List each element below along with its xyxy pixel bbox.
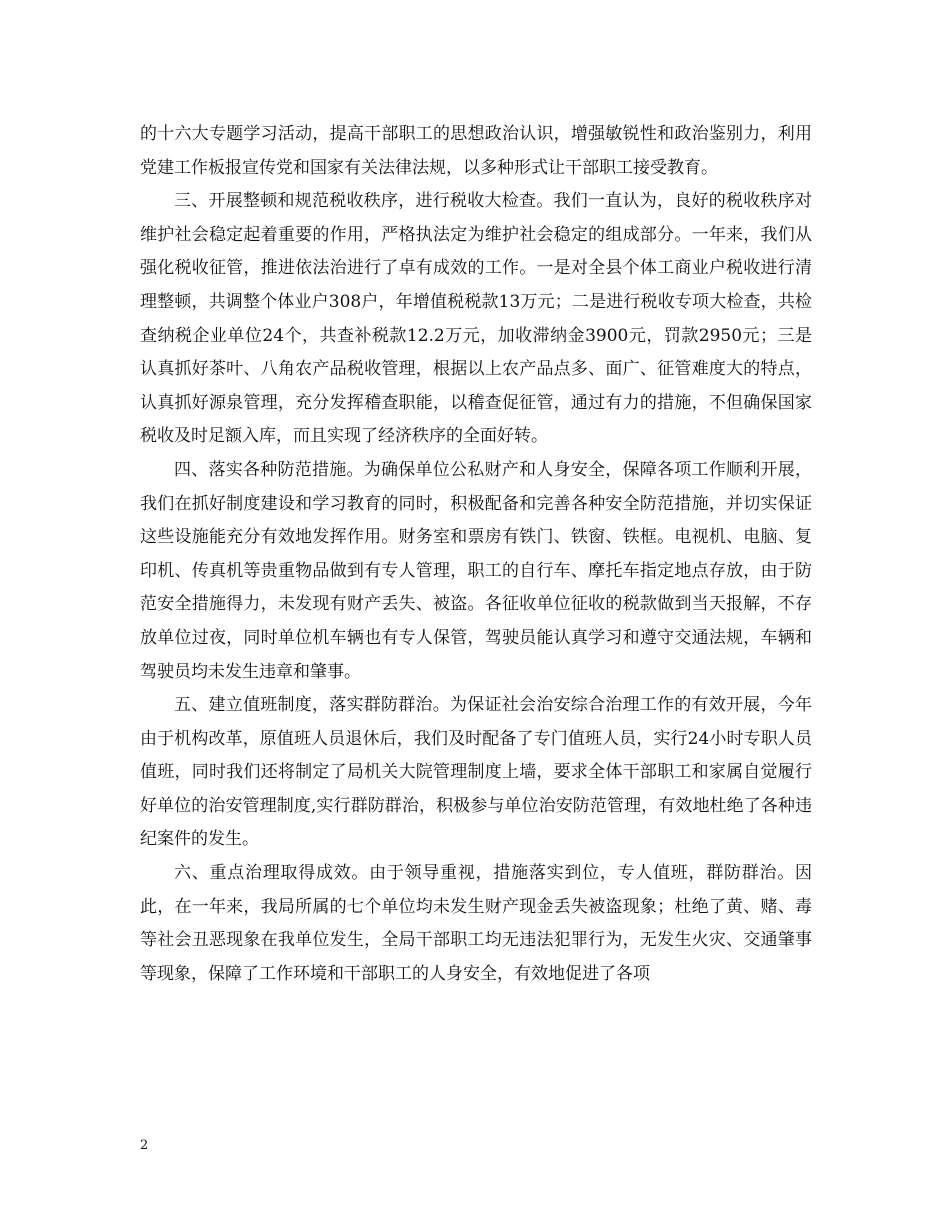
paragraph-duty-system: 五、建立值班制度，落实群防群治。为保证社会治安综合治理工作的有效开展，今年由于机构改革，原值班人员退休后，我们及时配备了专门值班人员，实行24小时专职人员值班，同时我们还将制定了局机关大院管理制度上墙，要求全体干部职工和家属自觉履行好单位的治安管理制度,实行群防群治，积极参与单位治安防范管理，有效地杜绝了各种违纪案件的发生。	[140, 695, 812, 850]
document-body	[140, 118, 812, 991]
paragraph-governance-results: 六、重点治理取得成效。由于领导重视，措施落实到位，专人值班，群防群治。因此，在一年来，我局所属的七个单位均未发生财产现金丢失被盗现象；杜绝了黄、赌、毒等社会丑恶现象在我单位发生，全局干部职工均无违法犯罪行为，无发生火灾、交通肇事等现象，保障了工作环境和干部职工的人身安全，有效地促进了各项	[140, 863, 812, 984]
page-number: 2	[140, 1138, 149, 1153]
paragraph-continuation: 的十六大专题学习活动，提高干部职工的思想政治认识，增强敏锐性和政治鉴别力，利用党建工作板报宣传党和国家有关法律法规，以多种形式让干部职工接受教育。	[140, 124, 812, 178]
paragraph-prevention-measures: 四、落实各种防范措施。为确保单位公私财产和人身安全，保障各项工作顺利开展，我们在抓好制度建设和学习教育的同时，积极配备和完善各种安全防范措施，并切实保证这些设施能充分有效地发挥作用。财务室和票房有铁门、铁窗、铁框。电视机、电脑、复印机、传真机等贵重物品做到有专人管理，职工的自行车、摩托车指定地点存放，由于防范安全措施得力，未发现有财产丢失、被盗。各征收单位征收的税款做到当天报解，不存放单位过夜，同时单位机车辆也有专人保管，驾驶员能认真学习和遵守交通法规，车辆和驾驶员均未发生违章和肇事。	[140, 459, 812, 682]
paragraph-tax-order: 三、开展整顿和规范税收秩序，进行税收大检查。我们一直认为，良好的税收秩序对维护社会稳定起着重要的作用，严格执法定为维护社会稳定的组成部分。一年来，我们从强化税收征管，推进依法治进行了卓有成效的工作。一是对全县个体工商业户税收进行清理整顿，共调整个体业户308户，年增值税税款13万元；二是进行税收专项大检查，共检查纳税企业单位24个，共查补税款12.2万元，加收滞纳金3900元，罚款2950元；三是认真抓好茶叶、八角农产品税收管理，根据以上农产品点多、面广、征管难度大的特点，认真抓好源泉管理，充分发挥稽查职能，以稽查促征管，通过有力的措施，不但确保国家税收及时足额入库，而且实现了经济秩序的全面好转。	[140, 191, 812, 447]
